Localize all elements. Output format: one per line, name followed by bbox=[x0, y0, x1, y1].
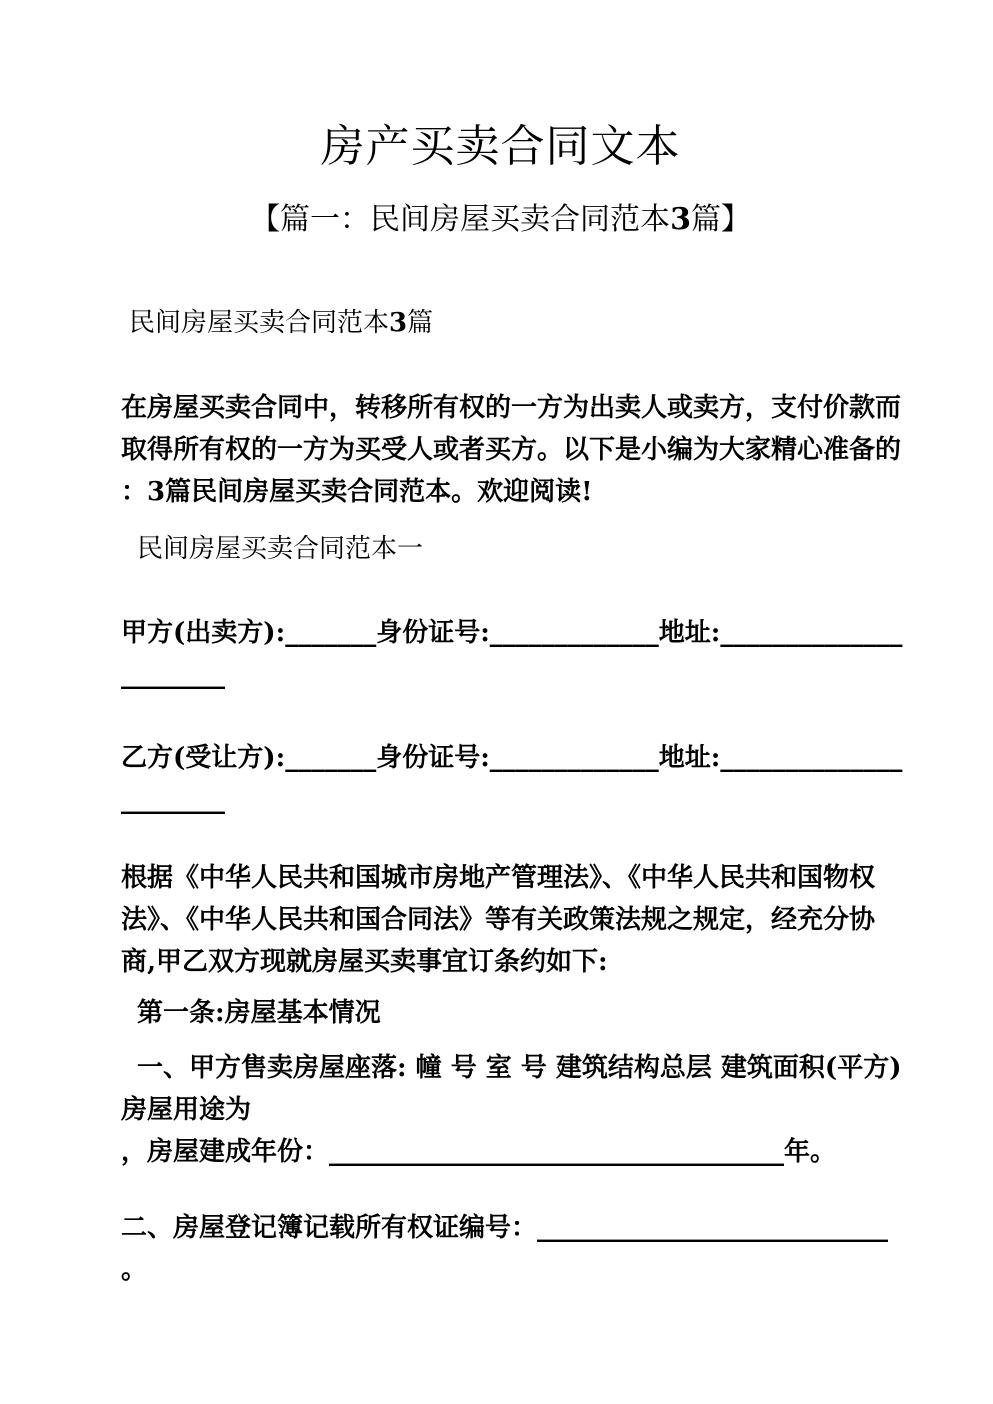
legal-basis-paragraph bbox=[121, 857, 880, 983]
item1-line: 房屋用途为 bbox=[121, 1095, 252, 1125]
party-a-block bbox=[121, 612, 903, 696]
clause1-heading: 第一条:房屋基本情况 bbox=[137, 998, 381, 1028]
legal-basis-line: 根据《中华人民共和国城市房地产管理法》、《中华人民共和国物权 bbox=[121, 863, 876, 893]
party-a-blank-continuation: ________ bbox=[121, 660, 225, 690]
party-b-line: 乙方(受让方):_______身份证号:_____________地址:______________ bbox=[121, 743, 903, 773]
subtitle-number: 3 bbox=[670, 202, 691, 237]
section-heading bbox=[121, 302, 880, 344]
clause1-item1-paragraph bbox=[121, 1047, 902, 1173]
clause1-item2-paragraph bbox=[121, 1207, 889, 1291]
document-subtitle bbox=[121, 200, 880, 240]
item1-line: 一、甲方售卖房屋座落: 幢 号 室 号 建筑结构总层 建筑面积(平方) bbox=[137, 1053, 902, 1083]
party-a-line: 甲方(出卖方):_______身份证号:_____________地址:______________ bbox=[121, 618, 903, 648]
template-one-heading: 民间房屋买卖合同范本一 bbox=[137, 534, 424, 564]
page-title: 房产买卖合同文本 bbox=[320, 121, 681, 172]
intro-line: 在房屋买卖合同中，转移所有权的一方为出卖人或卖方，支付价款而 bbox=[121, 393, 902, 423]
party-b-blank-continuation: ________ bbox=[121, 785, 225, 815]
legal-basis-line: 法》、《中华人民共和国合同法》等有关政策法规之规定，经充分协 bbox=[121, 905, 876, 935]
party-b-block bbox=[121, 737, 903, 821]
intro-line: ：3篇民间房屋买卖合同范本。欢迎阅读! bbox=[121, 477, 593, 507]
item2-period-continuation: 。 bbox=[121, 1255, 148, 1285]
legal-basis-line: 商,甲乙双方现就房屋买卖事宜订条约如下: bbox=[121, 947, 608, 977]
item2-line: 二、房屋登记簿记载所有权证编号：___________________________ bbox=[121, 1213, 889, 1243]
item1-line: ，房屋建成年份：___________________________________年。 bbox=[121, 1137, 837, 1167]
intro-paragraph bbox=[121, 387, 902, 513]
section-heading-pre: 民间房屋买卖合同范本 bbox=[129, 308, 390, 338]
subtitle-open: 【篇一：民间房屋买卖合同范本 bbox=[250, 202, 671, 237]
subtitle-close: 篇】 bbox=[690, 202, 751, 237]
section-heading-post: 篇 bbox=[407, 308, 434, 338]
intro-line: 取得所有权的一方为买受人或者买方。以下是小编为大家精心准备的 bbox=[121, 435, 902, 465]
section-heading-number: 3 bbox=[389, 308, 408, 338]
